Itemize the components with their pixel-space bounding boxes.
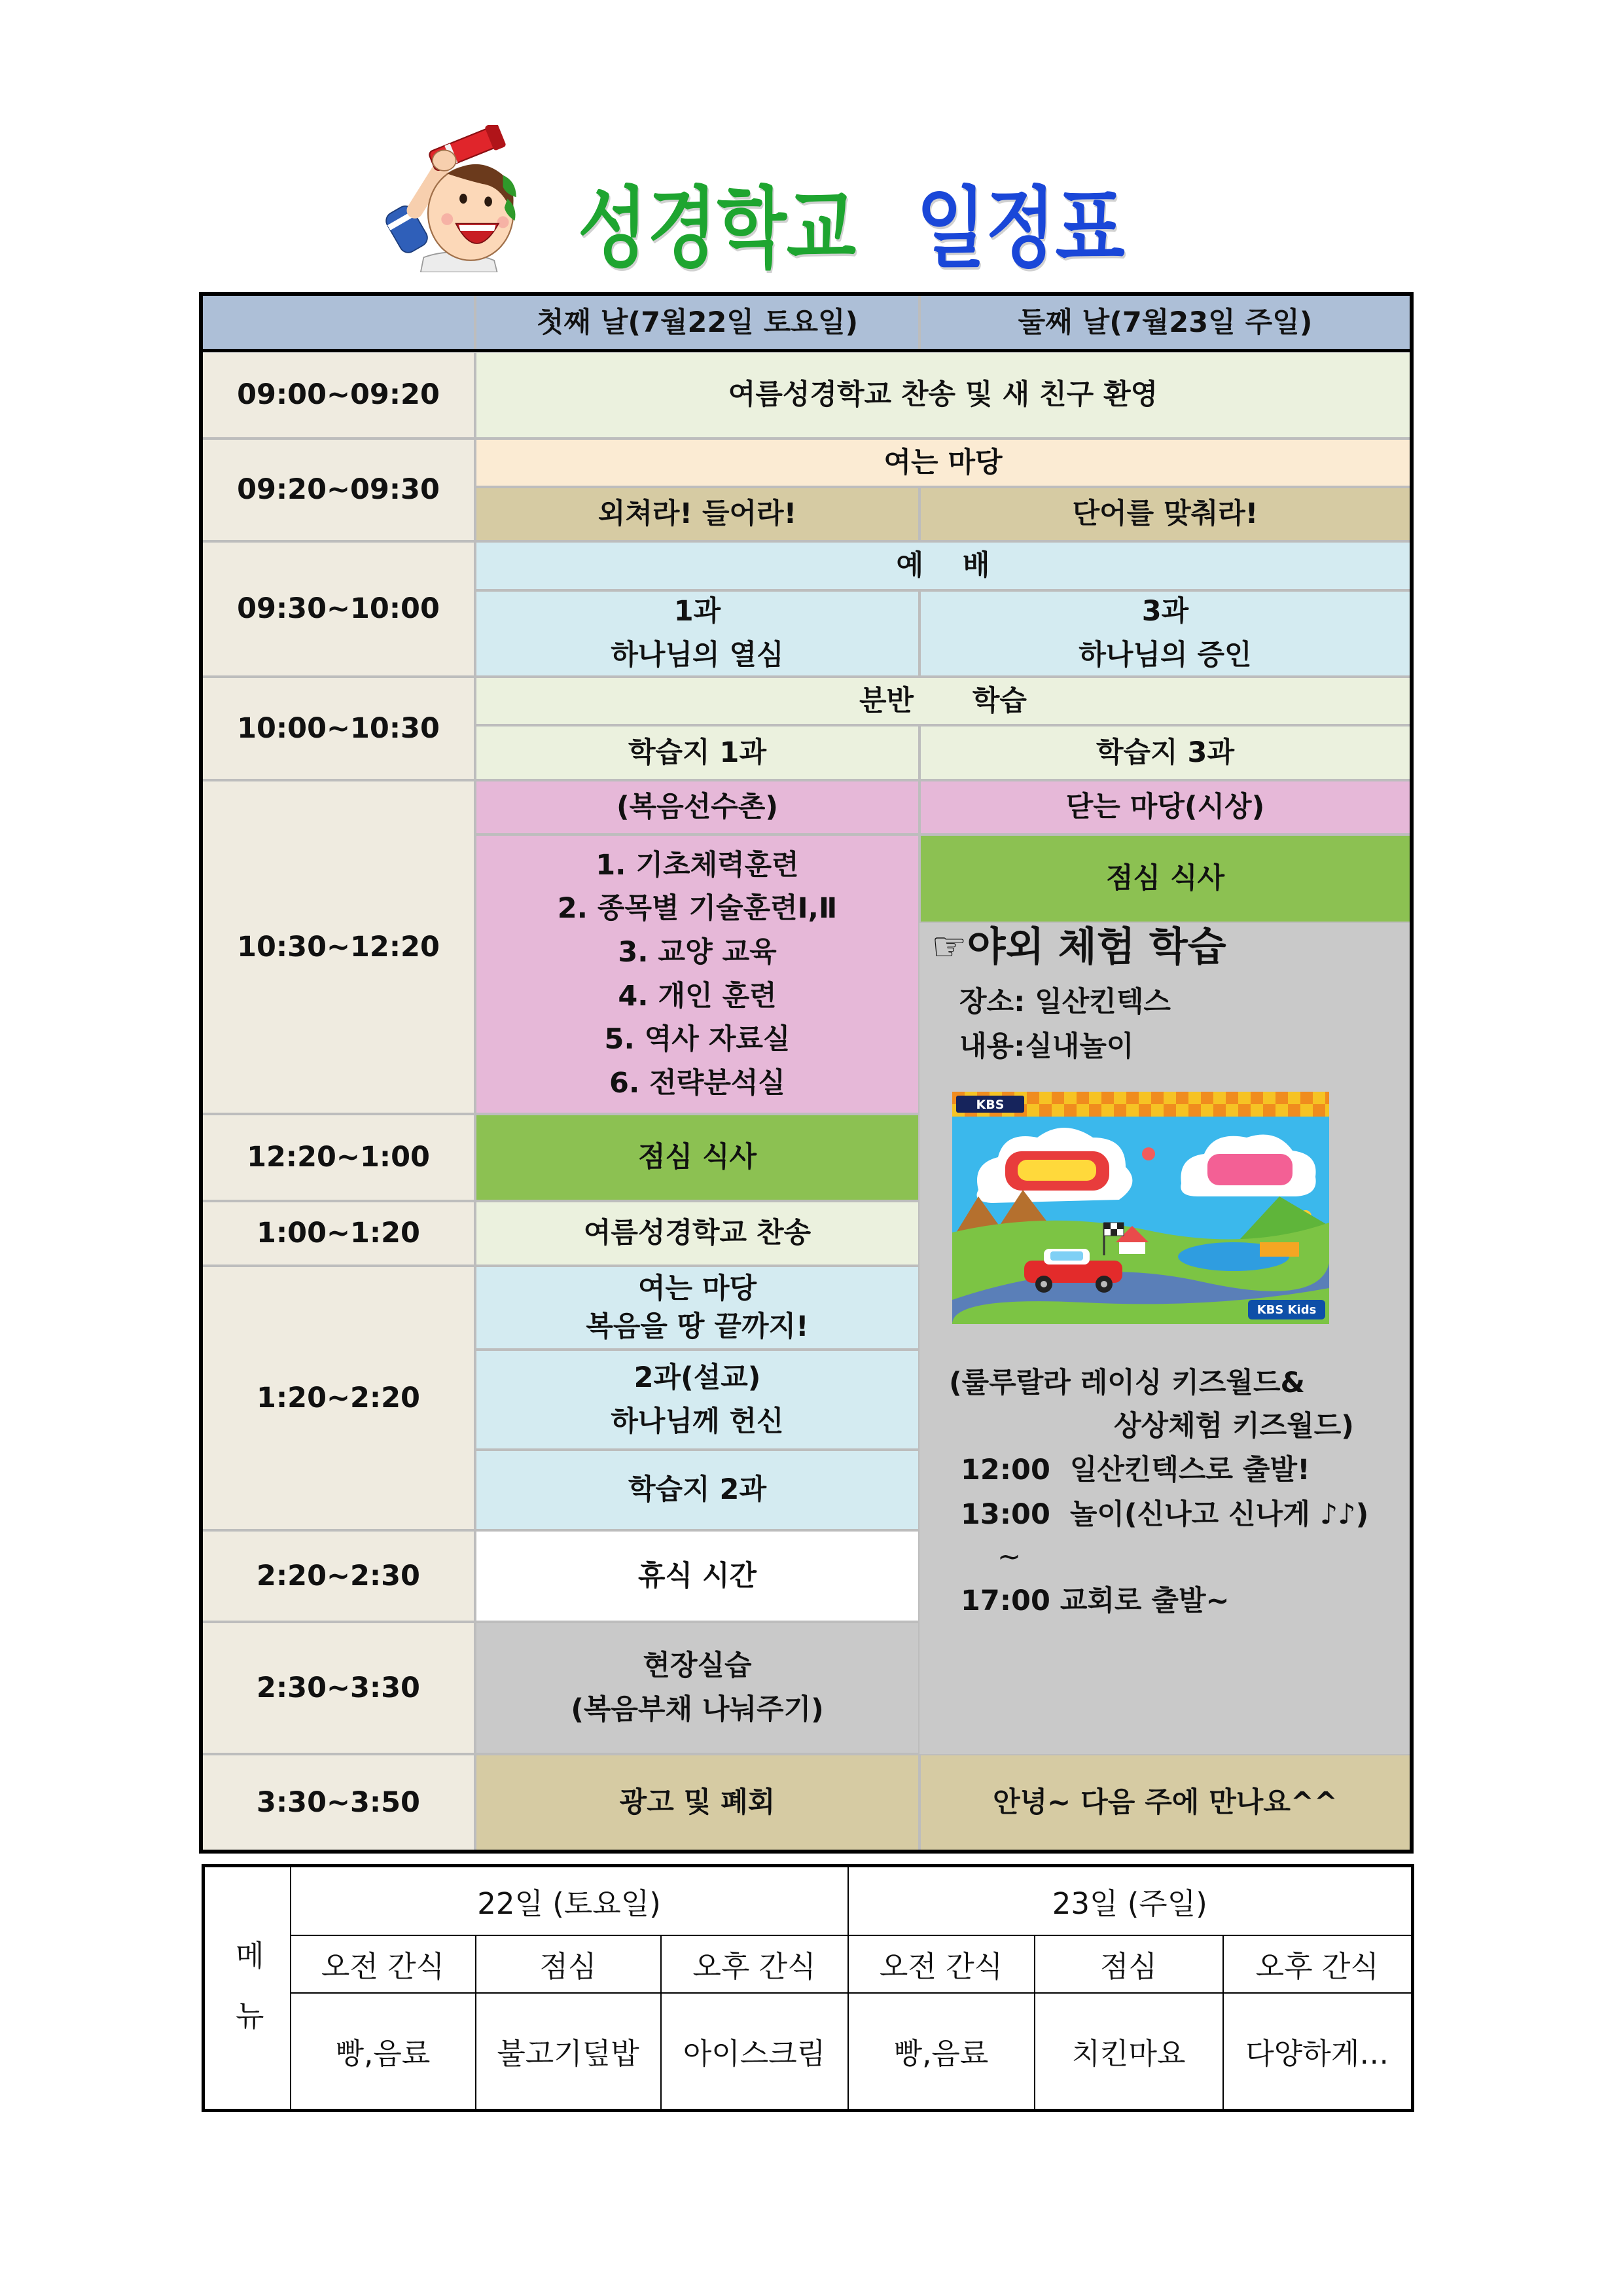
- time-cell: 09:20~09:30: [202, 439, 475, 541]
- time-cell: 1:20~2:20: [202, 1266, 475, 1530]
- poster-title-badge-left-inner: [1018, 1160, 1096, 1181]
- cartoon-hand: [433, 150, 456, 170]
- cartoon-boy-with-telescope-image: [380, 125, 518, 272]
- poster-logo-bottom: KBS Kids: [1257, 1303, 1317, 1317]
- list-item: 4. 개인 훈련: [618, 979, 777, 1013]
- field-trip-block: [919, 923, 1411, 1754]
- worksheet-cell: 학습지 2과: [475, 1450, 919, 1530]
- field-trip-place: 장소: 일산킨텍스: [959, 986, 1171, 1018]
- poster-balloon: [1142, 1147, 1155, 1160]
- summer-school-song-cell: 여름성경학교 찬송: [475, 1201, 919, 1266]
- cartoon-teeth: [459, 225, 495, 231]
- cartoon-cheek-left: [441, 213, 453, 225]
- field-trip-venue: 상상체험 키즈월드): [1114, 1410, 1354, 1443]
- lesson-number: 3과: [1141, 595, 1189, 628]
- gospel-village-list: [475, 834, 919, 1114]
- announcement-closing-cell: 광고 및 폐회: [475, 1754, 919, 1851]
- menu-item: 불고기덮밥: [476, 1993, 661, 2111]
- time-cell: 2:20~2:30: [202, 1530, 475, 1622]
- welcome-song-cell: 여름성경학교 찬송 및 새 친구 환영: [475, 351, 1411, 439]
- menu-item: 다양하게…: [1223, 1993, 1413, 2111]
- field-trip-timeline-item: ~: [997, 1541, 1022, 1573]
- header-divider: [202, 349, 1411, 352]
- menu-item: 빵,음료: [848, 1993, 1035, 2111]
- time-cell: 12:20~1:00: [202, 1114, 475, 1201]
- page-title-part2: 일정표: [916, 177, 1125, 280]
- sermon-lesson: 2과(설교): [633, 1361, 761, 1394]
- menu-meal-header: 오전 간식: [848, 1935, 1035, 1993]
- class-study-day2: 학습지 3과: [919, 725, 1411, 780]
- field-practice-title: 현장실습: [643, 1649, 752, 1683]
- time-cell: 10:30~12:20: [202, 780, 475, 1114]
- worship-day2-lesson: [919, 590, 1411, 677]
- class-study-day1: 학습지 1과: [475, 725, 919, 780]
- header-day2: 둘째 날(7월23일 주일): [919, 295, 1411, 351]
- menu-label: 메뉴: [230, 1939, 265, 2060]
- sermon-title: 하나님께 헌신: [611, 1405, 784, 1438]
- field-trip-content: 내용:실내놀이: [959, 1030, 1134, 1063]
- opening-cell: 여는 마당: [475, 439, 1411, 487]
- closing-award-cell: 닫는 마당(시상): [919, 780, 1411, 834]
- field-trip-timeline-item: 13:00 놀이(신나고 신나게 ♪♪): [961, 1498, 1369, 1531]
- time-cell: 09:30~10:00: [202, 541, 475, 677]
- afternoon-opening-subtitle: 복음을 땅 끝까지!: [586, 1310, 809, 1343]
- menu-meal-header: 점심: [1035, 1935, 1223, 1993]
- gospel-village-title: (복음선수촌): [475, 780, 919, 834]
- field-trip-timeline-item: 17:00 교회로 출발~: [961, 1585, 1230, 1617]
- menu-item: 치킨마요: [1035, 1993, 1223, 2111]
- cartoon-eye-right: [484, 196, 492, 206]
- day1-lunch-cell: 점심 식사: [475, 1114, 919, 1201]
- afternoon-opening-cell: [475, 1266, 919, 1350]
- poster-title-badge-right: [1207, 1154, 1293, 1185]
- menu-item: 빵,음료: [291, 1993, 476, 2111]
- list-item: 1. 기초체력훈련: [596, 848, 799, 882]
- menu-meal-header: 오후 간식: [1223, 1935, 1413, 1993]
- worship-day1-lesson: [475, 590, 919, 677]
- field-trip-timeline-item: 12:00 일산킨텍스로 출발!: [961, 1454, 1310, 1486]
- day2-lunch-cell: 점심 식사: [919, 834, 1411, 923]
- field-trip-heading: ☞야외 체험 학습: [931, 924, 1226, 970]
- menu-day1-header: 22일 (토요일): [291, 1866, 848, 1935]
- cartoon-eye-left: [459, 194, 467, 204]
- time-cell: 2:30~3:30: [202, 1622, 475, 1754]
- farewell-cell: 안녕~ 다음 주에 만나요^^: [919, 1754, 1411, 1851]
- kids-world-poster-image: [952, 1092, 1329, 1324]
- list-item: 5. 역사 자료실: [604, 1023, 791, 1056]
- header-corner-cell: [202, 295, 475, 351]
- menu-table: [202, 1864, 1414, 2112]
- page-title-part1: 성경학교: [578, 177, 857, 280]
- time-cell: 10:00~10:30: [202, 677, 475, 780]
- time-cell: 1:00~1:20: [202, 1201, 475, 1266]
- menu-label-cell: [204, 1866, 291, 2111]
- sermon-cell: [475, 1350, 919, 1450]
- field-trip-venue: (룰루랄라 레이싱 키즈월드&: [949, 1367, 1306, 1399]
- header-day1: 첫째 날(7월22일 토요일): [475, 295, 919, 351]
- field-practice-detail: (복음부채 나눠주기): [571, 1693, 824, 1726]
- lesson-title: 하나님의 열심: [611, 639, 784, 672]
- menu-meal-header: 점심: [476, 1935, 661, 1993]
- time-cell: 09:00~09:20: [202, 351, 475, 439]
- worship-cell: 예 배: [475, 541, 1411, 590]
- opening-day2-activity: 단어를 맞춰라!: [919, 487, 1411, 541]
- afternoon-opening-title: 여는 마당: [637, 1272, 757, 1305]
- opening-day1-activity: 외쳐라! 들어라!: [475, 487, 919, 541]
- poster-logo-top: KBS: [976, 1098, 1005, 1112]
- class-study-cell: 분반 학습: [475, 677, 1411, 725]
- menu-meal-header: 오후 간식: [661, 1935, 848, 1993]
- list-item: 6. 전략분석실: [609, 1066, 785, 1100]
- lesson-number: 1과: [673, 595, 721, 628]
- menu-meal-header: 오전 간식: [291, 1935, 476, 1993]
- list-item: 2. 종목별 기술훈련Ⅰ,Ⅱ: [557, 892, 838, 925]
- menu-item: 아이스크림: [661, 1993, 848, 2111]
- field-practice-cell: [475, 1622, 919, 1754]
- lesson-title: 하나님의 증인: [1079, 639, 1252, 672]
- menu-day2-header: 23일 (주일): [848, 1866, 1413, 1935]
- list-item: 3. 교양 교육: [618, 935, 777, 969]
- cartoon-cheek-right: [497, 216, 509, 228]
- time-cell: 3:30~3:50: [202, 1754, 475, 1851]
- break-cell: 휴식 시간: [475, 1530, 919, 1622]
